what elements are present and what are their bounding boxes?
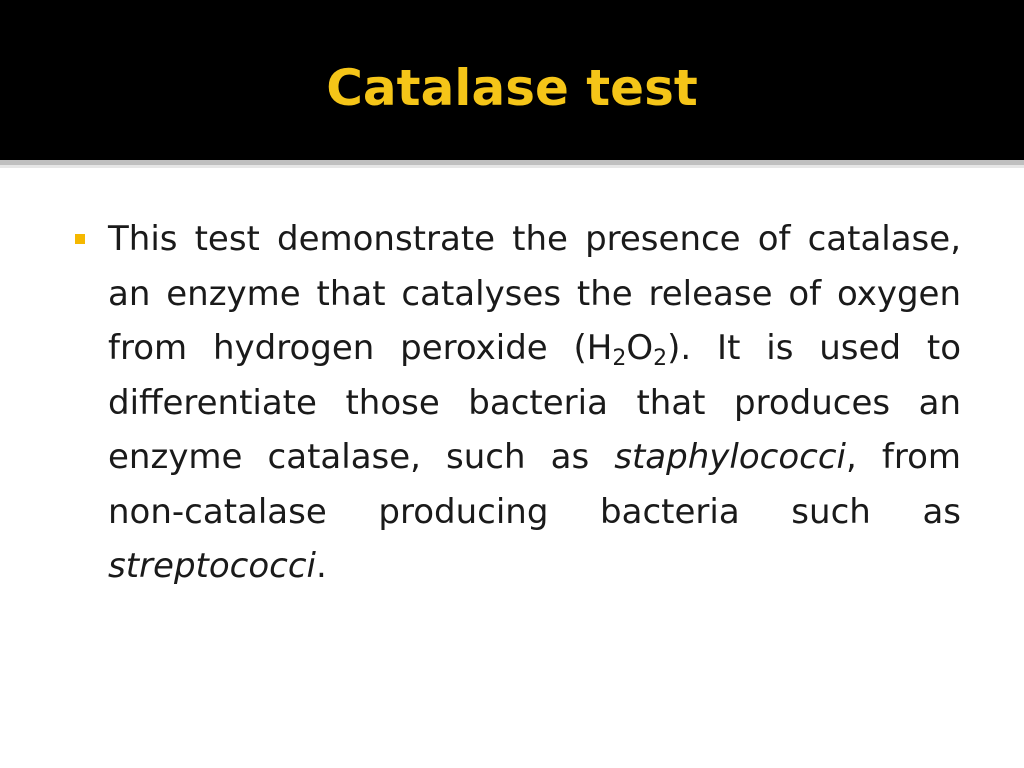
title-divider-highlight — [0, 165, 1024, 168]
title-bar — [0, 0, 1024, 160]
square-bullet-icon — [75, 234, 85, 244]
body-text-5: . — [315, 546, 327, 586]
subscript-2: 2 — [612, 346, 627, 371]
bullet-text — [108, 212, 961, 594]
body-text-3: ). It is used to differentiate those bacteria that produces an enzyme catalase, such as — [108, 328, 962, 477]
slide-title: Catalase test — [326, 59, 698, 117]
italic-streptococci: streptococci — [108, 546, 316, 586]
body-text-1: This test demonstrate the presence of catalase, an enzyme that catalyses the release of oxygen from hydrogen peroxide (H — [108, 219, 961, 368]
subscript-2-second: 2 — [653, 346, 668, 371]
body-text-2: O — [626, 328, 654, 368]
body-text-4: , from non-catalase producing bacteria such as — [108, 437, 961, 532]
italic-staphylococci: staphylococci — [614, 437, 846, 477]
